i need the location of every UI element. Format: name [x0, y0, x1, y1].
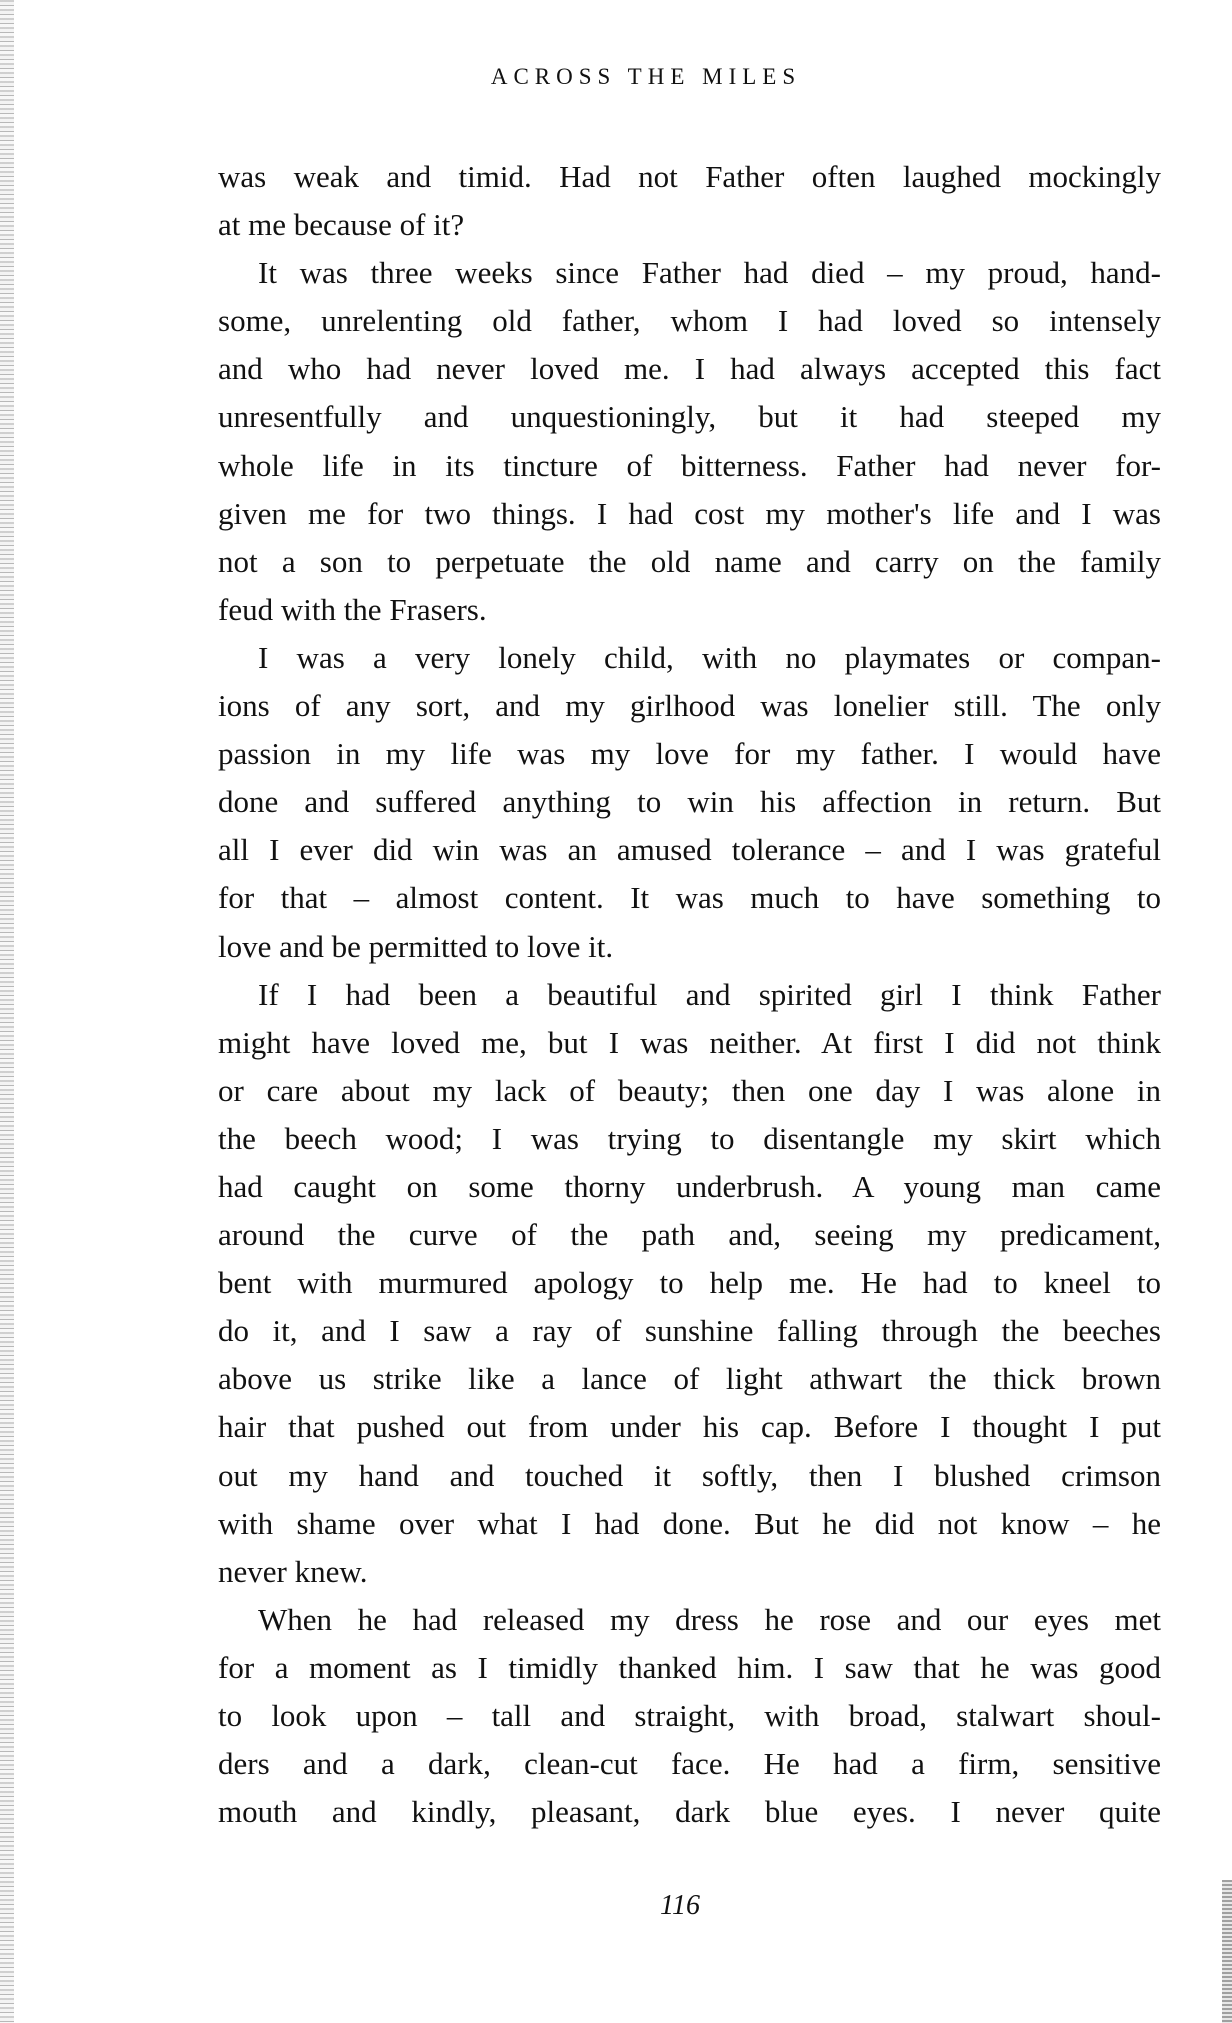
text-line: the beech wood; I was trying to disentangle my skirt which	[218, 1120, 1161, 1156]
text-line: mouth and kindly, pleasant, dark blue eyes. I never quite	[218, 1794, 1161, 1830]
text-line: given me for two things. I had cost my mother's life and I was	[218, 495, 1161, 531]
text-line: If I had been a beautiful and spirited girl I think Father	[258, 976, 1161, 1012]
paragraph	[218, 1596, 1161, 1836]
text-line: bent with murmured apology to help me. He had to kneel to	[218, 1265, 1161, 1301]
text-line: do it, and I saw a ray of sunshine falling through the beeches	[218, 1313, 1161, 1349]
text-line: out my hand and touched it softly, then I blushed crimson	[218, 1457, 1161, 1493]
text-line: whole life in its tincture of bitterness. Father had never for-	[218, 447, 1161, 483]
text-line: ders and a dark, clean-cut face. He had a firm, sensitive	[218, 1746, 1161, 1782]
text-line: done and suffered anything to win his affection in return. But	[218, 784, 1161, 820]
text-line: passion in my life was my love for my father. I would have	[218, 736, 1161, 772]
text-line: or care about my lack of beauty; then one day I was alone in	[218, 1072, 1161, 1108]
text-line: was weak and timid. Had not Father often laughed mockingly	[218, 159, 1161, 194]
text-line: for that – almost content. It was much to have something to	[218, 880, 1161, 916]
text-line: around the curve of the path and, seeing my predicament,	[218, 1217, 1161, 1253]
paragraph	[218, 153, 1161, 249]
text-line: It was three weeks since Father had died – my proud, hand-	[258, 255, 1161, 291]
text-line: all I ever did win was an amused tolerance – and I was grateful	[218, 832, 1161, 868]
text-line: at me because of it?	[218, 207, 465, 243]
text-line: ions of any sort, and my girlhood was lonelier still. The only	[218, 688, 1161, 724]
text-line: some, unrelenting old father, whom I had loved so intensely	[218, 303, 1161, 339]
text-line: for a moment as I timidly thanked him. I saw that he was good	[218, 1649, 1161, 1685]
text-line: with shame over what I had done. But he did not know – he	[218, 1505, 1161, 1541]
text-line: unresentfully and unquestioningly, but it had steeped my	[218, 399, 1161, 435]
text-line: might have loved me, but I was neither. At first I did not think	[218, 1024, 1161, 1060]
paragraph	[218, 634, 1161, 971]
running-header: ACROSS THE MILES	[490, 64, 802, 89]
text-line: had caught on some thorny underbrush. A young man came	[218, 1168, 1161, 1204]
text-line: never knew.	[218, 1553, 368, 1589]
text-line: and who had never loved me. I had always accepted this fact	[218, 351, 1161, 387]
text-line: not a son to perpetuate the old name and carry on the family	[218, 543, 1161, 579]
page-number: 116	[660, 1890, 700, 1921]
text-line: love and be permitted to love it.	[218, 928, 614, 964]
text-line: hair that pushed out from under his cap. Before I thought I put	[218, 1409, 1161, 1445]
page-body	[218, 153, 1161, 1836]
text-line: feud with the Frasers.	[218, 591, 487, 627]
text-line: When he had released my dress he rose and our eyes met	[258, 1601, 1161, 1637]
paragraph	[218, 971, 1161, 1596]
text-line: to look upon – tall and straight, with broad, stalwart shoul-	[218, 1698, 1161, 1733]
paragraph	[218, 249, 1161, 634]
scan-edge-artifact	[0, 0, 14, 2023]
text-line: above us strike like a lance of light athwart the thick brown	[218, 1361, 1161, 1397]
scan-edge-artifact-right	[1222, 1880, 1232, 2023]
text-line: I was a very lonely child, with no playmates or compan-	[258, 639, 1161, 675]
